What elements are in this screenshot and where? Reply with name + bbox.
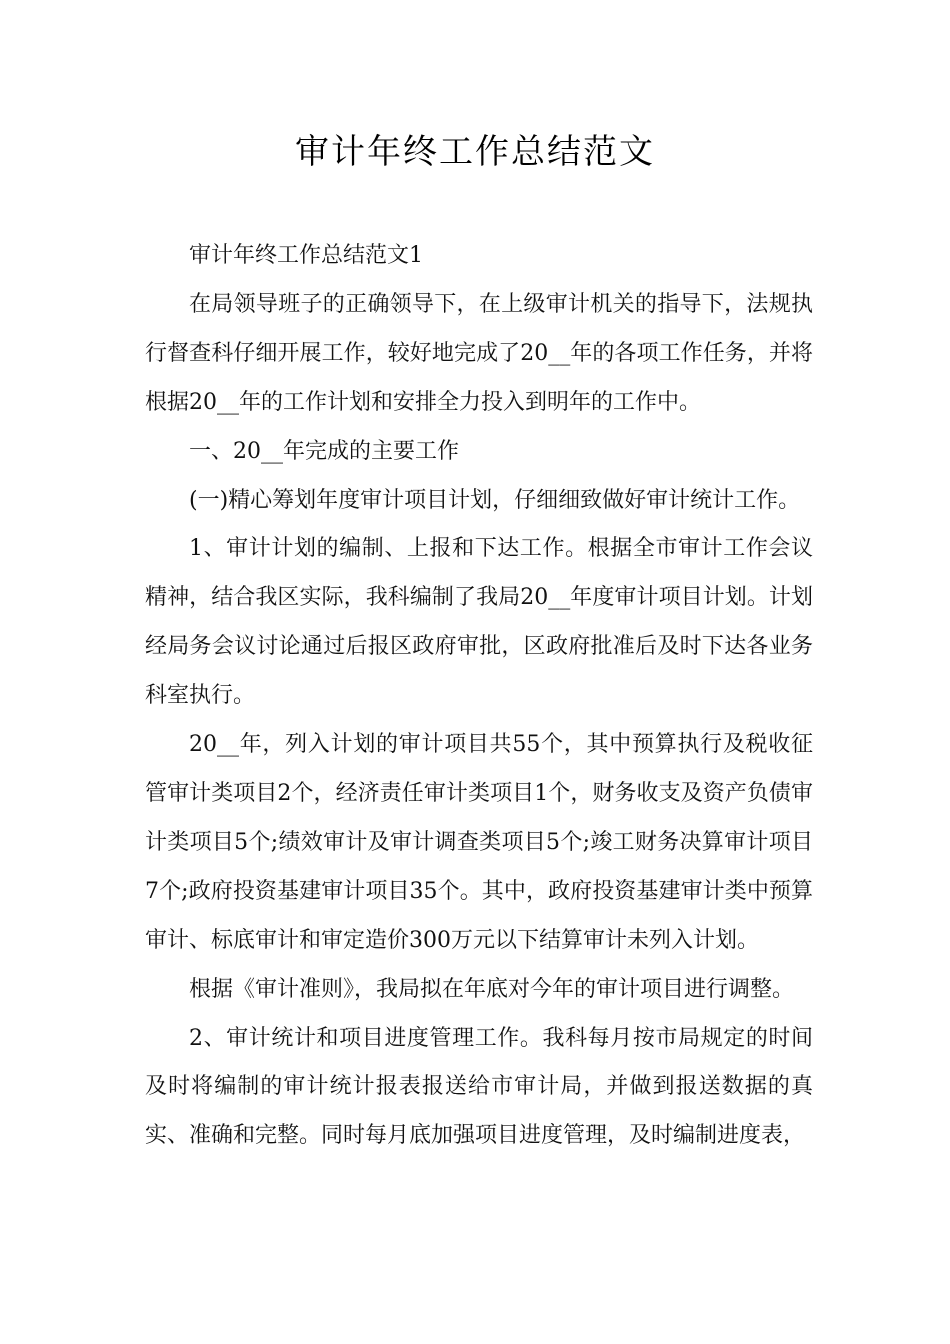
paragraph-subtitle: 审计年终工作总结范文1 [189, 243, 423, 268]
subsection-heading: (一)精心筹划年度审计项目计划，仔细细致做好审计统计工作。 [189, 487, 801, 513]
document-body [145, 232, 813, 1161]
document-title: 审计年终工作总结范文 [295, 132, 655, 172]
paragraph-projects: 20__年，列入计划的审计项目共55个，其中预算执行及税收征管审计类项目2个，经济责任审计类项目1个，财务收支及资产负债审计类项目5个;绩效审计及审计调查类项目5个;竣工财务决算审计项目7个;政府投资基建审计项目35个。其中，政府投资基建审计类中预算审计、标底审计和审定造价300万元以下结算审计未列入计划。 [145, 732, 813, 953]
paragraph-statistics: 2、审计统计和项目进度管理工作。我科每月按市局规定的时间及时将编制的审计统计报表报送给市审计局，并做到报送数据的真实、准确和完整。同时每月底加强项目进度管理，及时编制进度表， [145, 1025, 813, 1149]
paragraph-adjustment: 根据《审计准则》，我局拟在年底对今年的审计项目进行调整。 [189, 976, 795, 1002]
paragraph-intro: 在局领导班子的正确领导下，在上级审计机关的指导下，法规执行督查科仔细开展工作，较好地完成了20__年的各项工作任务，并将根据20__年的工作计划和安排全力投入到明年的工作中。 [145, 291, 813, 415]
paragraph-plan: 1、审计计划的编制、上报和下达工作。根据全市审计工作会议精神，结合我区实际，我科编制了我局20__年度审计项目计划。计划经局务会议讨论通过后报区政府审批，区政府批准后及时下达各业务科室执行。 [145, 536, 813, 709]
section-heading: 一、20__年完成的主要工作 [189, 438, 459, 464]
